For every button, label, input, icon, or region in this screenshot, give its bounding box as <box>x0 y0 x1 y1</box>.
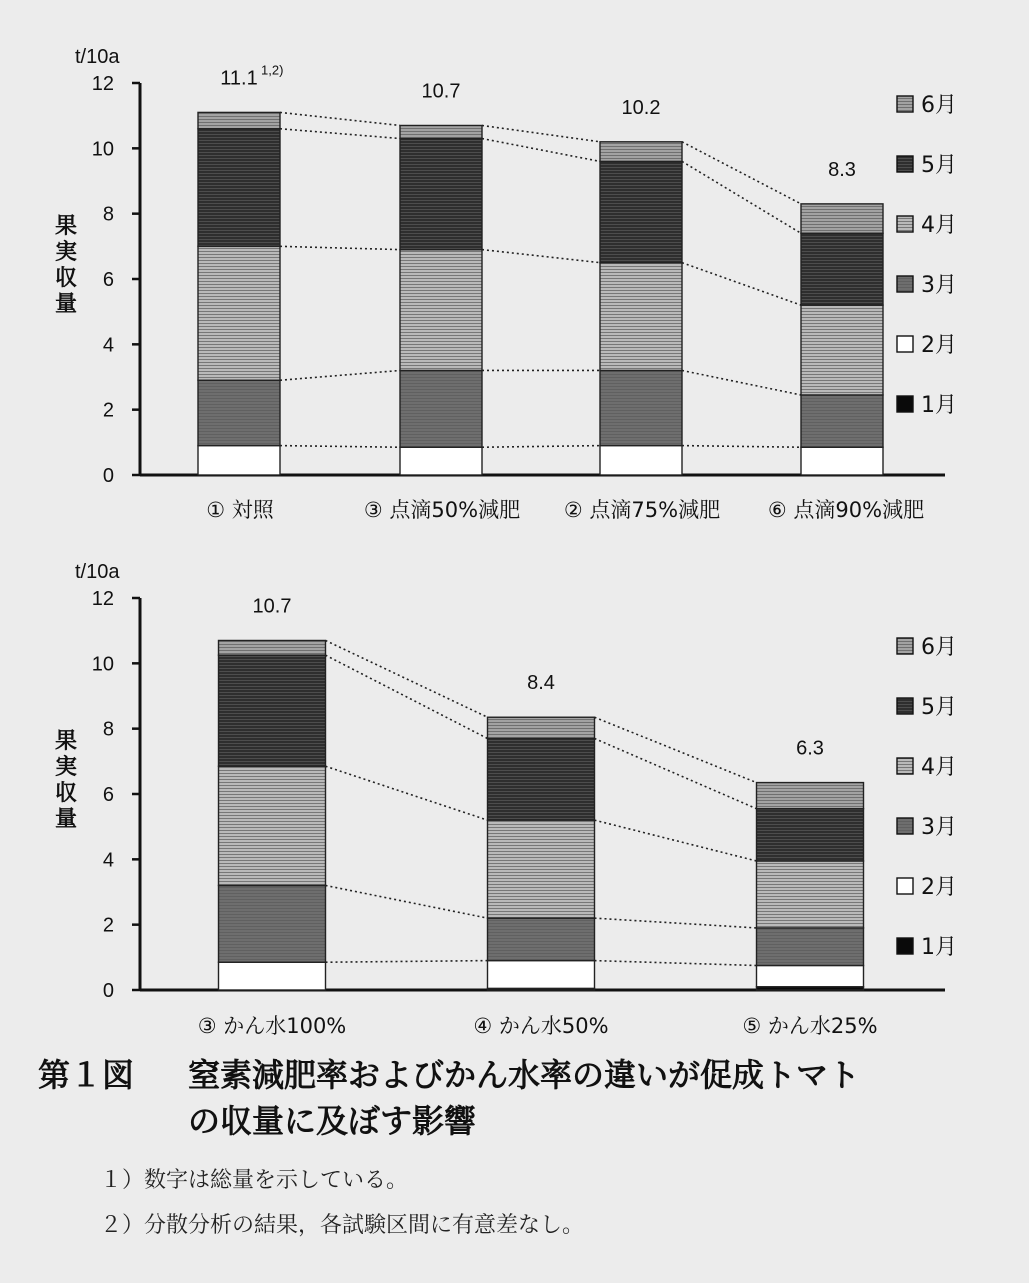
legend-label: 3月 <box>921 273 957 298</box>
y-axis-label-char: 果 <box>54 729 78 754</box>
bar-segment <box>488 738 595 820</box>
y-tick-label: 0 <box>102 465 114 487</box>
bar-segment <box>757 809 864 861</box>
legend-swatch <box>897 638 913 654</box>
figure-number: 第１図 <box>38 1056 135 1094</box>
bar-segment <box>219 962 326 990</box>
connector-line <box>482 139 600 162</box>
bar-segment <box>400 139 482 250</box>
y-tick-label: 10 <box>91 138 114 161</box>
y-tick-label: 0 <box>102 980 114 1002</box>
y-tick-label: 12 <box>91 73 114 95</box>
total-label: 6.3 <box>796 737 824 760</box>
total-label: 10.7 <box>252 595 292 618</box>
y-axis-label-char: 量 <box>54 292 78 317</box>
connector-line <box>595 918 757 928</box>
chart-bottom <box>55 561 957 1038</box>
note-2: ２）分散分析の結果，各試験区間に有意差なし。 <box>100 1213 585 1238</box>
bar-segment <box>600 161 682 262</box>
legend-swatch <box>897 698 913 714</box>
total-superscript: 1,2) <box>261 62 284 78</box>
bar-segment <box>400 447 482 475</box>
connector-line <box>326 640 488 717</box>
y-tick-label: 6 <box>102 784 114 806</box>
legend-swatch <box>897 96 913 112</box>
bar-segment <box>198 446 280 475</box>
bar-segment <box>400 250 482 371</box>
bar-segment <box>219 655 326 766</box>
legend-label: 5月 <box>921 153 957 178</box>
bar-segment <box>400 125 482 138</box>
legend-swatch <box>897 758 913 774</box>
bar-segment <box>757 966 864 987</box>
y-axis-label-char: 量 <box>54 807 78 832</box>
y-tick-label: 2 <box>102 914 114 937</box>
y-tick-label: 4 <box>102 849 114 872</box>
legend-swatch <box>897 878 913 894</box>
category-label: ③ かん水100% <box>197 1014 347 1038</box>
bar-segment <box>801 204 883 233</box>
bar-segment <box>488 918 595 960</box>
bar-segment <box>219 885 326 962</box>
connector-line <box>595 717 757 782</box>
category-label: ③ 点滴50%減肥 <box>363 498 521 522</box>
legend-label: 3月 <box>921 815 957 840</box>
bar-segment <box>600 446 682 475</box>
connector-line <box>482 125 600 141</box>
bar-segment <box>198 246 280 380</box>
connector-line <box>682 446 801 448</box>
y-tick-label: 8 <box>102 203 114 226</box>
chart-top <box>55 46 957 522</box>
legend-swatch <box>897 818 913 834</box>
y-tick-label: 6 <box>102 269 114 291</box>
legend-label: 5月 <box>921 695 957 720</box>
connector-line <box>280 129 400 139</box>
caption-line-2: の収量に及ぼす影響 <box>188 1102 477 1140</box>
bar-segment <box>801 233 883 305</box>
total-label: 8.4 <box>527 672 555 695</box>
category-label: ⑥ 点滴90%減肥 <box>767 498 925 522</box>
legend-label: 4月 <box>921 755 957 780</box>
y-axis-label-char: 収 <box>54 266 78 291</box>
y-tick-label: 2 <box>102 399 114 422</box>
category-label: ④ かん水50% <box>473 1014 609 1038</box>
bar-segment <box>488 820 595 918</box>
legend-label: 2月 <box>921 875 957 900</box>
legend-label: 1月 <box>921 935 957 960</box>
connector-line <box>595 961 757 966</box>
y-tick-label: 4 <box>102 334 114 357</box>
unit-label: t/10a <box>75 561 120 583</box>
bar-segment <box>600 142 682 162</box>
connector-line <box>595 738 757 808</box>
legend-swatch <box>897 396 913 412</box>
y-axis-label-char: 実 <box>54 755 78 780</box>
legend-swatch <box>897 276 913 292</box>
connector-line <box>326 885 488 918</box>
category-label: ⑤ かん水25% <box>742 1014 878 1038</box>
connector-line <box>595 820 757 861</box>
legend-label: 4月 <box>921 213 957 238</box>
bar-segment <box>600 370 682 445</box>
bar-segment <box>488 961 595 989</box>
bar-segment <box>400 370 482 447</box>
legend-label: 1月 <box>921 393 957 418</box>
y-tick-label: 8 <box>102 718 114 741</box>
total-label: 10.7 <box>421 80 461 103</box>
bar-segment <box>801 447 883 475</box>
connector-line <box>280 112 400 125</box>
legend-label: 6月 <box>921 635 957 660</box>
connector-line <box>682 263 801 305</box>
legend-label: 6月 <box>921 93 957 118</box>
unit-label: t/10a <box>75 46 120 68</box>
category-label: ① 対照 <box>206 498 274 522</box>
bar-segment <box>757 861 864 928</box>
bar-segment <box>600 263 682 371</box>
legend-swatch <box>897 938 913 954</box>
bar-segment <box>488 717 595 738</box>
bar-segment <box>757 783 864 809</box>
legend-swatch <box>897 156 913 172</box>
bar-segment <box>801 305 883 395</box>
total-label: 8.3 <box>828 158 856 181</box>
figure-caption <box>38 1052 998 1144</box>
total-label: 11.1 <box>220 67 258 90</box>
total-label: 10.2 <box>621 96 661 119</box>
y-tick-label: 10 <box>91 653 114 676</box>
connector-line <box>326 655 488 738</box>
legend-label: 2月 <box>921 333 957 358</box>
y-tick-label: 12 <box>91 588 114 610</box>
note-1: １）数字は総量を示している。 <box>100 1168 409 1193</box>
connector-line <box>326 961 488 963</box>
connector-line <box>482 446 600 448</box>
y-axis-label-char: 果 <box>54 214 78 239</box>
bar-segment <box>198 129 280 247</box>
connector-line <box>280 446 400 448</box>
y-axis-label-char: 実 <box>54 240 78 265</box>
bar-segment <box>801 395 883 447</box>
caption-line-1: 窒素減肥率およびかん水率の違いが促成トマト <box>188 1056 861 1094</box>
y-axis-label-char: 収 <box>54 781 78 806</box>
bar-segment <box>219 766 326 885</box>
bar-segment <box>198 380 280 445</box>
connector-line <box>280 246 400 249</box>
bar-segment <box>757 928 864 966</box>
connector-line <box>280 370 400 380</box>
connector-line <box>482 250 600 263</box>
connector-line <box>682 370 801 395</box>
legend-swatch <box>897 216 913 232</box>
bar-segment <box>219 640 326 655</box>
category-label: ② 点滴75%減肥 <box>563 498 721 522</box>
connector-line <box>326 766 488 820</box>
bar-segment <box>198 112 280 128</box>
legend-swatch <box>897 336 913 352</box>
